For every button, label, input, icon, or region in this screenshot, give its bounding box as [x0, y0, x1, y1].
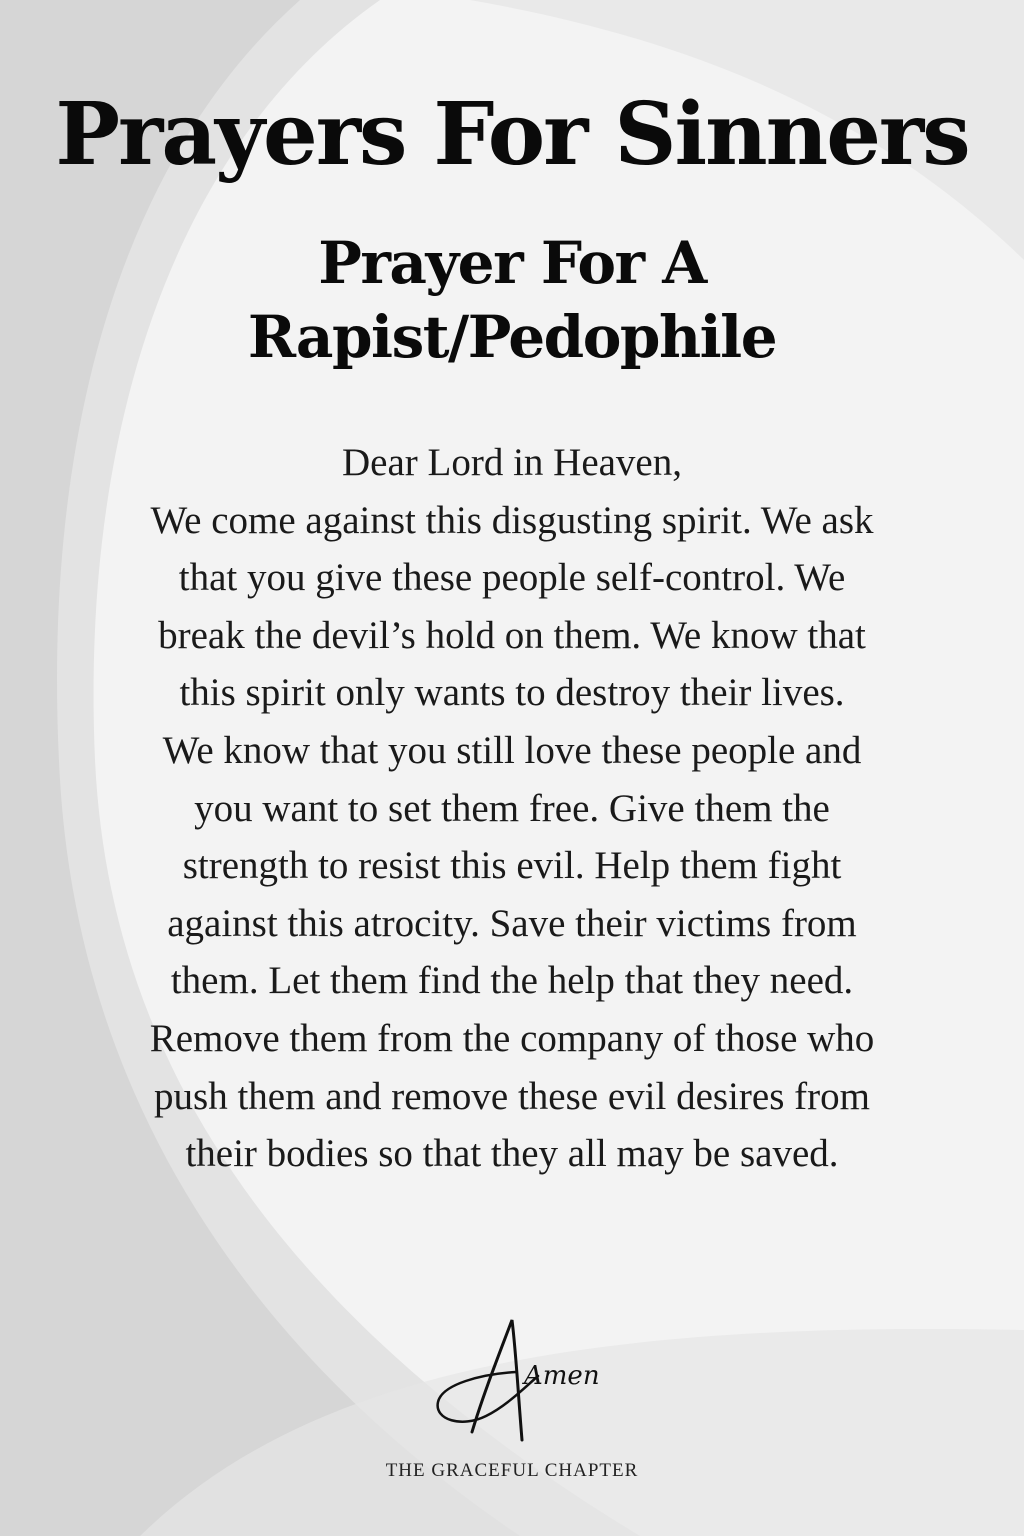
- prayer-line: push them and remove these evil desires from: [154, 1074, 870, 1118]
- prayer-line: strength to resist this evil. Help them fight: [182, 844, 842, 888]
- prayer-greeting: Dear Lord in Heaven,: [341, 441, 682, 484]
- prayer-line: against this atrocity. Save their victims from: [167, 901, 857, 945]
- prayer-line: them. Let them find the help that they need.: [170, 959, 854, 1003]
- prayer-line: you want to set them free. Give them the: [194, 786, 830, 830]
- prayer-line: We come against this disgusting spirit. We ask: [150, 498, 874, 542]
- prayer-title-line-1: Prayer For A: [318, 229, 706, 297]
- prayer-line: this spirit only wants to destroy their lives.: [179, 671, 845, 715]
- prayer-title-line-2: Rapist/Pedophile: [247, 303, 777, 371]
- page-title: Prayers For Sinners: [55, 84, 969, 185]
- prayer-line: that you give these people self-control. We: [178, 556, 846, 600]
- prayer-body: [60, 434, 964, 1183]
- prayer-line: break the devil’s hold on them. We know that: [158, 613, 866, 657]
- amen-signature: [412, 1312, 612, 1452]
- prayer-line: Remove them from the company of those who: [149, 1016, 875, 1060]
- prayer-line: We know that you still love these people and: [162, 728, 862, 772]
- prayer-title: [0, 226, 1024, 374]
- brand-footer: THE GRACEFUL CHAPTER: [385, 1460, 639, 1481]
- amen-signature-text: Amen: [524, 1361, 600, 1391]
- prayer-line: their bodies so that they all may be saved.: [185, 1132, 839, 1176]
